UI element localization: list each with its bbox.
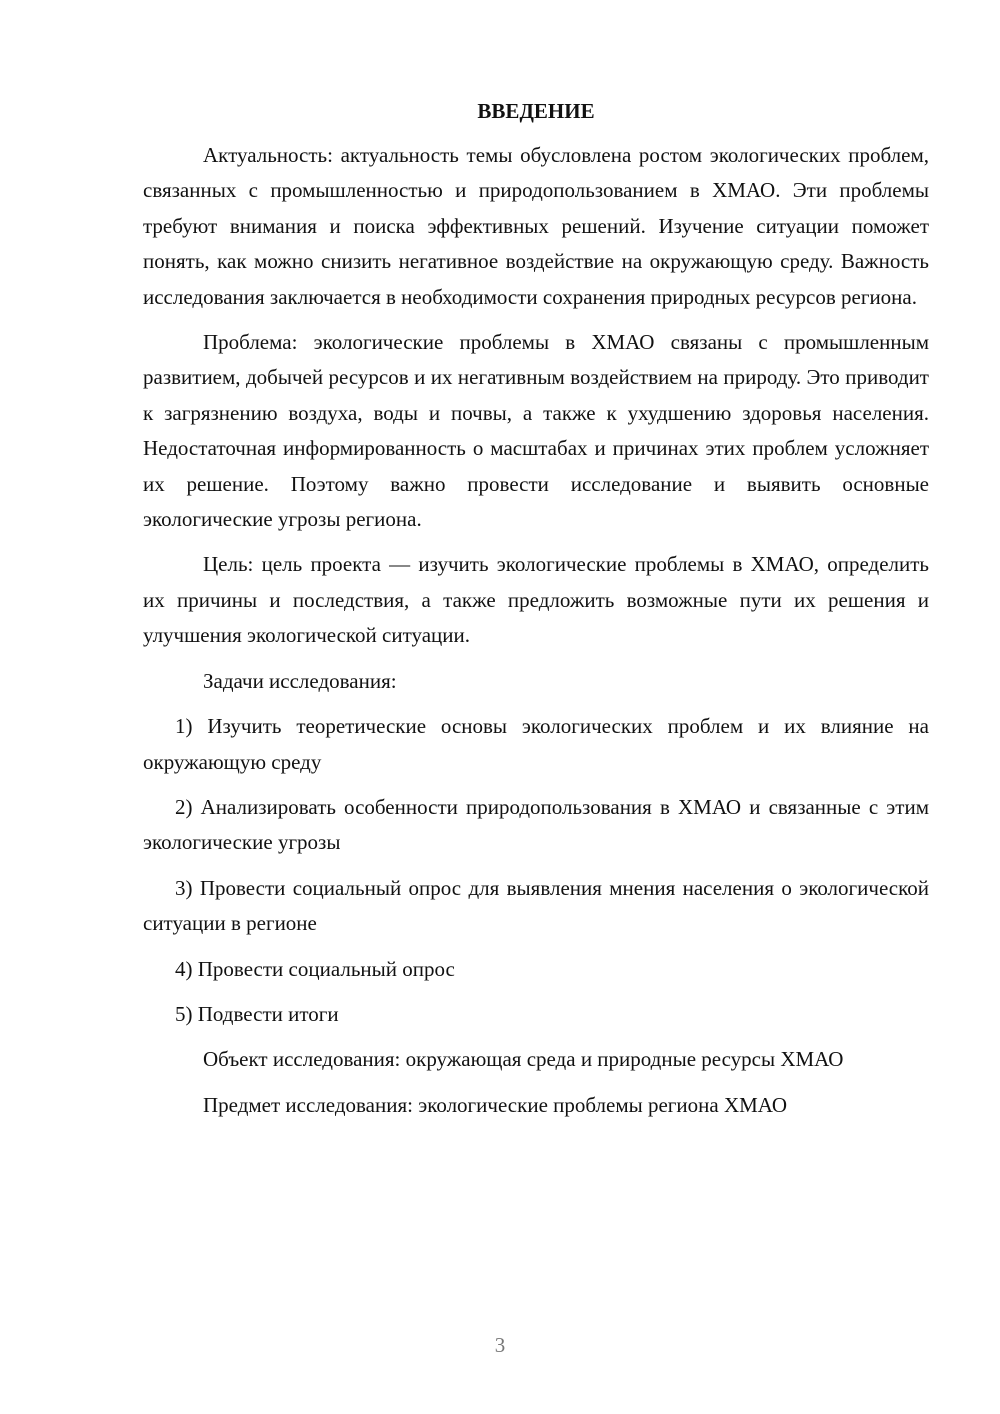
task-item: 5) Подвести итоги [175, 1001, 339, 1026]
task-item: 2) Анализировать особенности природопользования в ХМАО и связанные с этим экологические угрозы [143, 794, 929, 855]
paragraph-problem: Проблема: экологические проблемы в ХМАО связаны с промышленным развитием, добычей ресурсов и их негативным воздействием на природу. Это приводит к загрязнению воздуха, воды и почвы, а также к ухудшению здоровья населения. Недостаточная информированность о масштабах и причинах этих проблем усложняет их решение. Поэтому важно провести исследование и выявить основные экологические угрозы региона. [143, 330, 929, 532]
paragraph-goal: Цель: цель проекта — изучить экологические проблемы в ХМАО, определить их причины и последствия, а также предложить возможные пути их решения и улучшения экологической ситуации. [143, 552, 929, 648]
task-item: 1) Изучить теоретические основы экологических проблем и их влияние на окружающую среду [143, 714, 929, 774]
paragraph-subject: Предмет исследования: экологические проблемы региона ХМАО [203, 1092, 788, 1117]
task-item: 4) Провести социальный опрос [175, 956, 455, 981]
page-content [143, 96, 929, 1133]
page-title: ВВЕДЕНИЕ [477, 99, 595, 123]
task-item: 3) Провести социальный опрос для выявления мнения населения о экологической ситуации в регионе [143, 875, 929, 936]
paragraph-relevance: Актуальность: актуальность темы обусловлена ростом экологических проблем, связанных с промышленностью и природопользованием в ХМАО. Эти проблемы требуют внимания и поиска эффективных решений. Изучение ситуации поможет понять, как можно снизить негативное воздействие на окружающую среду. Важность исследования заключается в необходимости сохранения природных ресурсов региона. [143, 143, 929, 309]
page-number: 3 [494, 1333, 506, 1357]
paragraph-object: Объект исследования: окружающая среда и природные ресурсы ХМАО [203, 1047, 844, 1072]
tasks-heading: Задачи исследования: [203, 668, 397, 693]
